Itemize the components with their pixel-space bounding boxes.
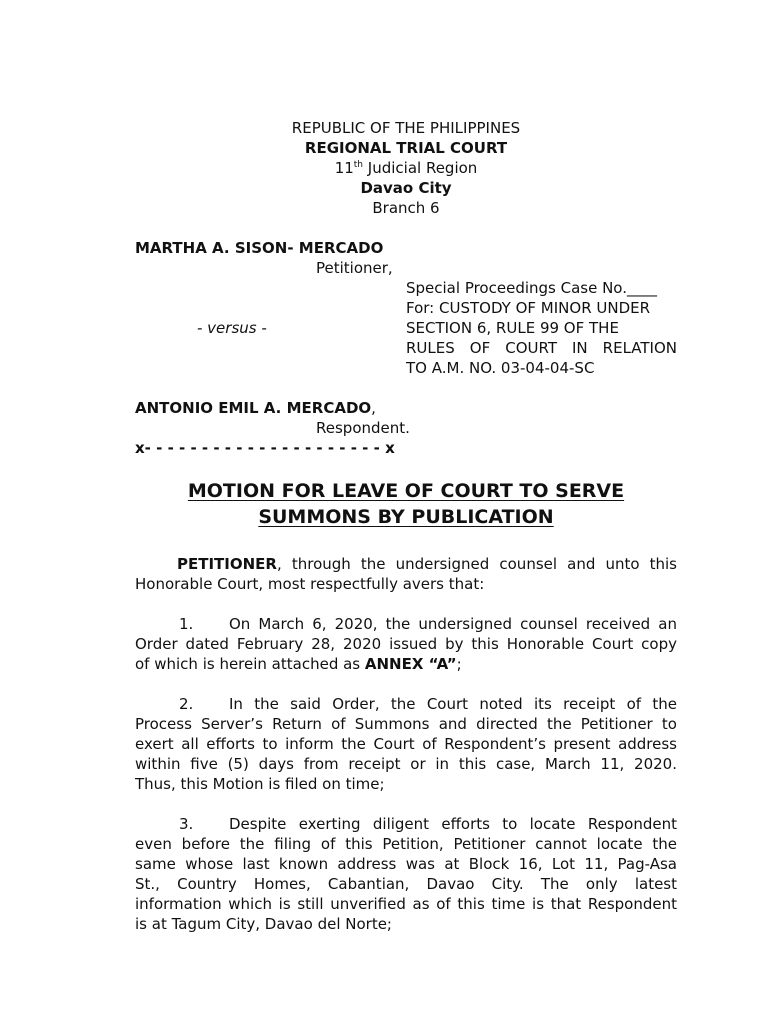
- p3-line-1: [135, 814, 677, 834]
- header-branch: Branch 6: [372, 199, 440, 217]
- p3-line-4: St., Country Homes, Cabantian, Davao City. The only latest: [135, 875, 677, 893]
- p3-line-5: information which is still unverified as of this time is that Respondent: [135, 895, 677, 913]
- case-for-line-4: TO A.M. NO. 03-04-04-SC: [406, 359, 595, 377]
- p3-line-2: even before the filing of this Petition, Petitioner cannot locate the: [135, 835, 677, 853]
- region-text: Judicial Region: [363, 159, 478, 177]
- case-block: [406, 278, 677, 378]
- paragraph-2: [135, 694, 677, 794]
- p1-number: 1.: [179, 615, 194, 633]
- annex-a-reference: ANNEX “A”: [364, 655, 457, 673]
- header-court: REGIONAL TRIAL COURT: [304, 139, 508, 157]
- p2-line-4: within five (5) days from receipt or in this case, March 11, 2020.: [135, 755, 677, 773]
- intro-bold-word: PETITIONER: [177, 555, 277, 573]
- p2-line-5: Thus, this Motion is filed on time;: [135, 775, 385, 793]
- case-number: Special Proceedings Case No.____: [406, 279, 657, 297]
- p2-number: 2.: [179, 695, 194, 713]
- versus-label: - versus -: [197, 319, 267, 337]
- intro-line-1: [135, 554, 677, 574]
- p2-line-3: exert all efforts to inform the Court of Respondent’s present address: [135, 735, 677, 753]
- respondent-role: Respondent.: [316, 419, 410, 437]
- p2-line-1: [135, 694, 677, 714]
- respondent-comma: ,: [371, 399, 376, 417]
- intro-line-2: Honorable Court, most respectfully avers that:: [135, 575, 485, 593]
- motion-title-line-1: MOTION FOR LEAVE OF COURT TO SERVE: [187, 480, 625, 502]
- p3-line-3: same whose last known address was at Block 16, Lot 11, Pag-Asa: [135, 855, 677, 873]
- p2-line-2: Process Server’s Return of Summons and directed the Petitioner to: [135, 715, 677, 733]
- respondent-name: ANTONIO EMIL A. MERCADO: [135, 399, 372, 417]
- header-region: [0, 158, 768, 178]
- respondent-name-line: [135, 398, 376, 418]
- header-city: Davao City: [360, 179, 452, 197]
- case-for-line-1: For: CUSTODY OF MINOR UNDER: [406, 299, 651, 317]
- paragraph-3: [135, 814, 677, 934]
- petitioner-name: MARTHA A. SISON- MERCADO: [135, 239, 384, 257]
- p1-line-1-text: On March 6, 2020, the undersigned counsel received an: [229, 615, 677, 633]
- p1-line-2: Order dated February 28, 2020 issued by this Honorable Court copy: [135, 635, 677, 653]
- p3-line-1-text: Despite exerting diligent efforts to locate Respondent: [229, 815, 677, 833]
- caption-separator: x- - - - - - - - - - - - - - - - - - - - - x: [135, 439, 395, 457]
- motion-title-line-2: SUMMONS BY PUBLICATION: [258, 506, 554, 528]
- p2-line-1-text: In the said Order, the Court noted its receipt of the: [229, 695, 677, 713]
- intro-paragraph: [135, 554, 677, 594]
- region-suffix: th: [353, 160, 364, 170]
- p3-number: 3.: [179, 815, 194, 833]
- case-for-line-2: SECTION 6, RULE 99 OF THE: [406, 319, 619, 337]
- p1-line-3: [135, 654, 677, 674]
- p1-line-3-pre: of which is herein attached as: [135, 655, 365, 673]
- paragraph-1: [135, 614, 677, 674]
- intro-line-1-rest: , through the undersigned counsel and unto this: [276, 555, 677, 573]
- p1-line-3-post: ;: [456, 655, 462, 673]
- p3-line-6: is at Tagum City, Davao del Norte;: [135, 915, 392, 933]
- region-number: 11: [334, 159, 354, 177]
- header-republic: REPUBLIC OF THE PHILIPPINES: [291, 119, 521, 137]
- petitioner-role: Petitioner,: [316, 259, 393, 277]
- p1-line-1: [135, 614, 677, 634]
- case-for-line-3: RULES OF COURT IN RELATION: [406, 339, 677, 357]
